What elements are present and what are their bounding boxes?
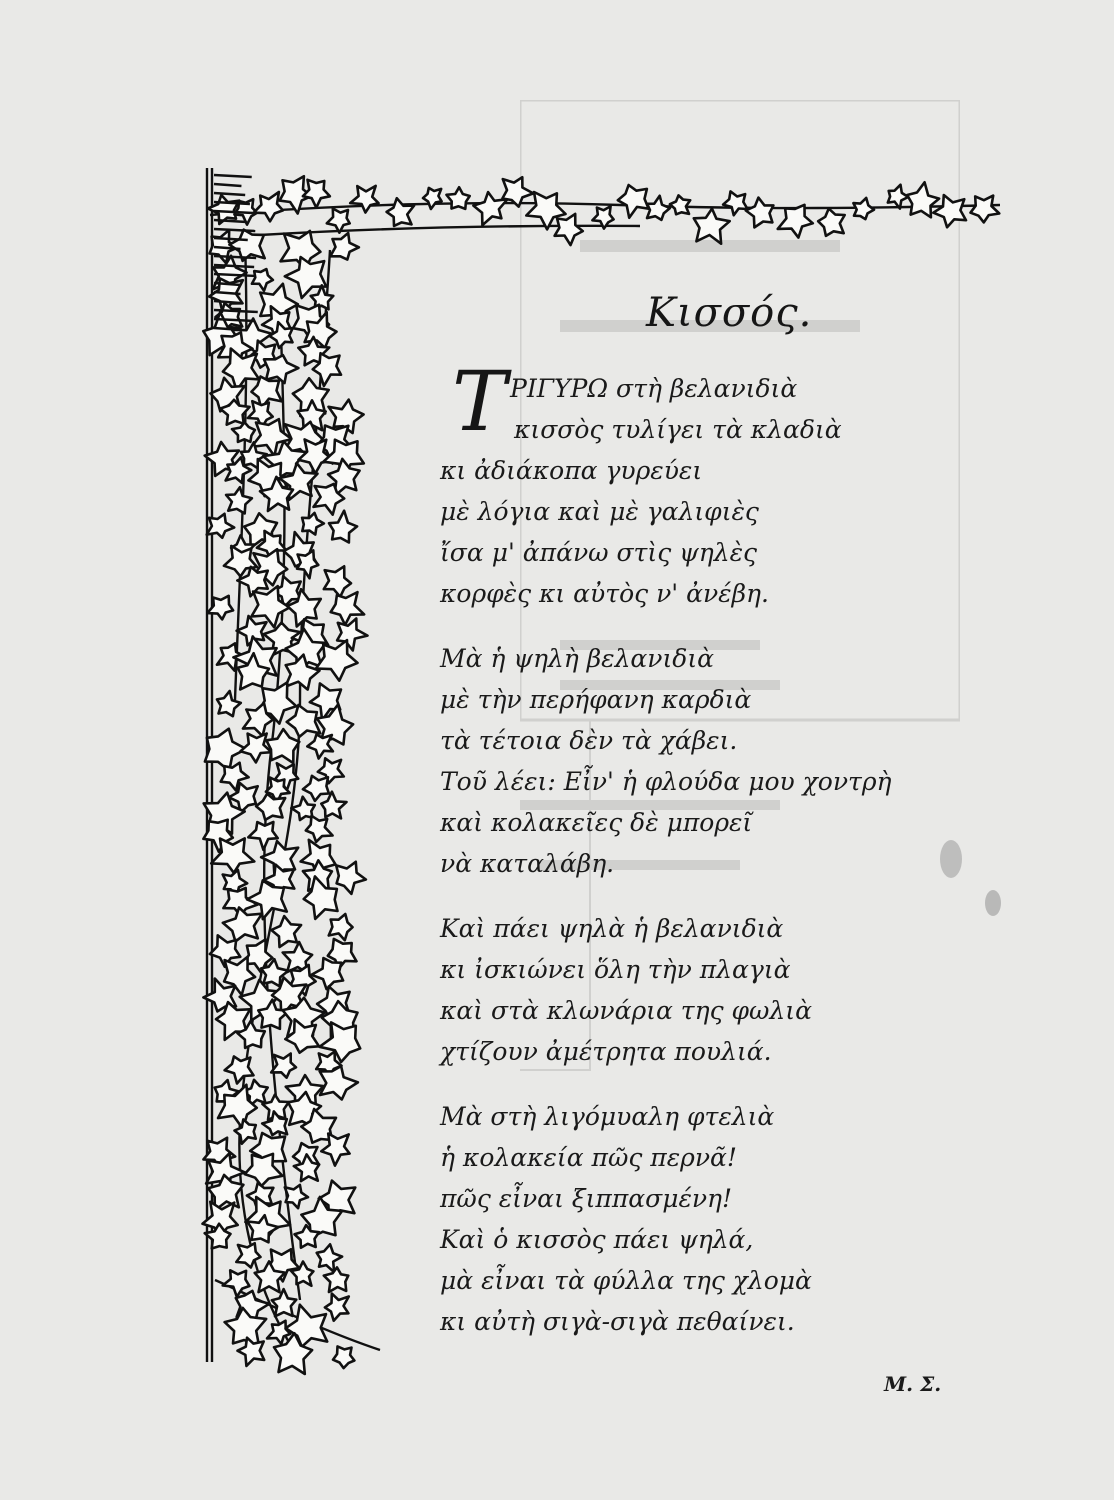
ivy-leaf [423, 188, 442, 209]
ivy-leaf [321, 792, 346, 819]
poem-line: κι αὐτὴ σιγὰ-σιγὰ πεθαίνει. [440, 1307, 795, 1336]
ivy-leaf [618, 185, 649, 218]
poem-line: χτίζουν ἀμέτρητα πουλιά. [440, 1037, 772, 1066]
poem-title: Κισσός. [646, 290, 813, 336]
ivy-leaf [746, 198, 774, 228]
poem-line: Καὶ πάει ψηλὰ ἡ βελανιδιὰ [440, 914, 784, 943]
ivy-leaf [264, 355, 298, 383]
ivy-leaf [217, 691, 241, 716]
ivy-leaf [325, 1294, 349, 1321]
stanza [440, 1096, 1020, 1342]
ivy-leaf [320, 1066, 358, 1099]
poem-line: κι ἀδιάκοπα γυρεύει [440, 456, 703, 485]
ivy-leaf [778, 205, 813, 238]
ivy-leaf [240, 734, 271, 763]
poem-line: πῶς εἶναι ξιππασμένη! [440, 1184, 733, 1213]
ivy-leaf [256, 794, 285, 820]
ivy-leaf [327, 209, 350, 233]
stanza [440, 638, 1020, 884]
ivy-leaf [324, 1267, 349, 1292]
ivy-leaf [272, 1289, 297, 1316]
poem-line: ἡ κολακεία πῶς περνᾶ! [440, 1143, 737, 1172]
poem-line: καὶ κολακεῖες δὲ μπορεῖ [440, 808, 753, 837]
ivy-leaf [207, 514, 235, 538]
hatch-mark [214, 175, 252, 177]
poem-line: μὰ εἶναι τὰ φύλλα της χλομὰ [440, 1266, 812, 1295]
ivy-leaf [252, 269, 273, 291]
ivy-leaf [329, 914, 353, 940]
poem-line: ΡΙΓΥΡΩ στὴ βελανιδιὰ [510, 374, 798, 403]
poem-line: νὰ καταλάβη. [440, 849, 615, 878]
ivy-leaf [302, 513, 324, 535]
poem-line: κορφὲς κι αὐτὸς ν' ἀνέβη. [440, 579, 769, 608]
ivy-leaf [287, 705, 321, 737]
poem-line: μὲ λόγια καὶ μὲ γαλιφιὲς [440, 497, 759, 526]
ivy-leaf [447, 187, 470, 209]
ivy-leaf [254, 192, 283, 221]
ivy-leaf [350, 186, 378, 213]
ivy-leaf [307, 734, 333, 758]
drop-cap-letter: Τ [452, 355, 507, 450]
hatch-mark [214, 193, 245, 195]
ivy-leaf [271, 916, 301, 947]
stanza [440, 908, 1020, 1072]
ivy-leaf [225, 1056, 254, 1083]
ivy-leaf [723, 191, 747, 215]
ivy-leaf [670, 195, 690, 214]
poem-line: κισσὸς τυλίγει τὰ κλαδιὰ [514, 415, 842, 444]
ivy-leaf [297, 550, 318, 578]
ivy-leaf [331, 592, 365, 625]
ivy-leaf [330, 233, 359, 260]
ivy-leaf [248, 822, 277, 850]
ivy-leaf [647, 196, 670, 220]
ivy-leaf [333, 1346, 354, 1368]
poem-body [440, 368, 1020, 1366]
poem-line: τὰ τέτοια δὲν τὰ χάβει. [440, 726, 738, 755]
ivy-leaf [306, 816, 333, 842]
ivy-leaf [324, 566, 351, 597]
ivy-leaf [387, 198, 415, 226]
poem-line: μὲ τὴν περήφανη καρδιὰ [440, 685, 752, 714]
ivy-leaf [226, 487, 252, 513]
poem-line: κι ἰσκιώνει ὅλη τὴν πλαγιὰ [440, 955, 791, 984]
hatch-mark [214, 184, 241, 186]
poem-line: Τοῦ λέει: Εἶν' ἡ φλούδα μου χοντρὴ [440, 767, 892, 796]
poem-line: ἴσα μ' ἀπάνω στὶς ψηλὲς [440, 538, 757, 567]
poem-line: Μὰ στὴ λιγόμυαλη φτελιὰ [440, 1102, 775, 1131]
ivy-leaf [888, 185, 908, 209]
ivy-leaf [266, 729, 299, 763]
poem-line: καὶ στὰ κλωνάρια της φωλιὰ [440, 996, 812, 1025]
ivy-leaf [555, 214, 583, 245]
ivy-leaf [303, 180, 330, 208]
poem-line: Καὶ ὁ κισσὸς πάει ψηλά, [440, 1225, 754, 1254]
ivy-leaf [853, 198, 874, 219]
ivy-leaf [818, 209, 845, 236]
ivy-leaf [312, 958, 344, 989]
stanza [440, 368, 1020, 614]
ivy-leaf [303, 776, 329, 801]
ivy-leaf [336, 862, 366, 894]
author-initials: Μ. Σ. [884, 1372, 942, 1396]
ivy-leaf [971, 196, 1000, 223]
ivy-leaf [694, 209, 730, 244]
hatch-mark [214, 229, 255, 231]
ink-smudge [985, 890, 1001, 916]
ink-smudge [940, 840, 962, 878]
ivy-leaf [236, 1243, 260, 1267]
poem-line: Μὰ ἡ ψηλὴ βελανιδιὰ [440, 644, 715, 673]
ivy-leaf [223, 908, 262, 942]
ivy-leaf [232, 422, 255, 442]
